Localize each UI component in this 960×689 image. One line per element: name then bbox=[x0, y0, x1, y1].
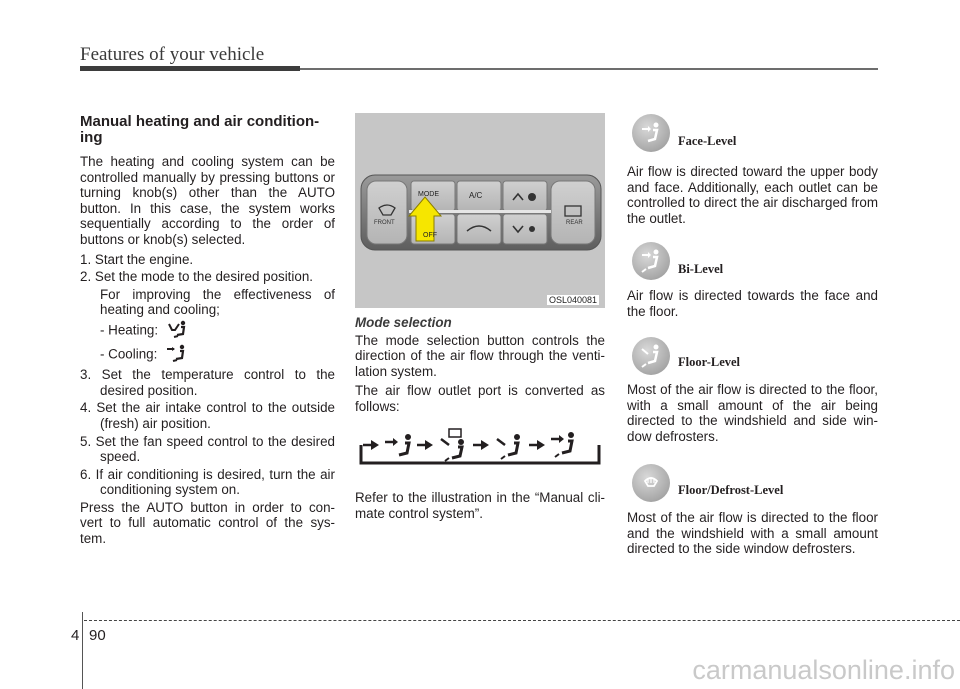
intro-paragraph: The heating and cooling system can be controlled manually by pressing buttons or turning knob(s) other than the AUTO button. In this case, the system works sequentially according to the order of buttons or knob(s) selected. bbox=[80, 154, 335, 247]
cooling-label: - Cooling: bbox=[100, 345, 158, 361]
footer-vertical-rule bbox=[82, 612, 83, 689]
header-rule-dark bbox=[80, 66, 300, 71]
floor-level-icon bbox=[632, 337, 670, 375]
footer-dashed-rule bbox=[84, 620, 960, 621]
step-3: 3. Set the temperature control to the desired position. bbox=[80, 367, 335, 398]
figure-code: OSL040081 bbox=[548, 295, 597, 305]
step-2: 2. Set the mode to the desired position. bbox=[80, 269, 313, 285]
page-header-title: Features of your vehicle bbox=[80, 44, 265, 65]
floor-defrost-level-text: Most of the air flow is directed to the floor and the windshield with a small amount directed to the side window defrosters. bbox=[627, 510, 878, 557]
floor-defrost-level-label: Floor/Defrost-Level bbox=[678, 483, 784, 497]
bi-level-label: Bi-Level bbox=[678, 262, 724, 276]
page-number: 90 bbox=[89, 627, 106, 644]
floor-defrost-level-icon bbox=[441, 429, 464, 461]
control-panel-photo bbox=[355, 113, 605, 308]
face-level-text: Air flow is directed toward the upper body and face. Additionally, each outlet can be controlled to direct the air discharged from the outlet. bbox=[627, 164, 878, 226]
chapter-number: 4 bbox=[71, 627, 80, 644]
mode-selection-para3: Refer to the illustration in the “Manual cli- mate control system”. bbox=[355, 490, 605, 521]
off-button-label: OFF bbox=[423, 232, 437, 239]
mode-selection-heading: Mode selection bbox=[355, 315, 452, 330]
mode-selection-para1: The mode selection button controls the direction of the air flow through the venti- lation system. bbox=[355, 332, 605, 379]
heating-line bbox=[80, 320, 335, 342]
watermark-text: carmanualsonline.info bbox=[692, 655, 955, 685]
ac-button-label: A/C bbox=[469, 191, 483, 200]
closing-paragraph: Press the AUTO button in order to con- vert to full automatic control of the sys- tem. bbox=[80, 499, 335, 547]
rear-button-label: REAR bbox=[566, 220, 583, 226]
mode-button-label: MODE bbox=[418, 191, 439, 198]
mode-selection-para2: The air flow outlet port is converted as follows: bbox=[355, 383, 605, 414]
bi-level-icon bbox=[551, 432, 574, 457]
header-rule bbox=[300, 68, 878, 70]
step-1: 1. Start the engine. bbox=[80, 251, 194, 267]
bi-level-icon bbox=[632, 242, 670, 280]
face-level-label: Face-Level bbox=[678, 134, 737, 148]
step-4: 4. Set the air intake control to the outside (fresh) air position. bbox=[80, 400, 335, 431]
left-column bbox=[80, 114, 335, 549]
step-2-detail: For improving the effectiveness of heating and cooling; bbox=[100, 286, 335, 318]
floor-level-icon bbox=[497, 434, 520, 459]
middle-column bbox=[355, 315, 605, 417]
middle-column-bottom bbox=[355, 490, 605, 523]
floor-level-label: Floor-Level bbox=[678, 355, 741, 369]
section-heading: Manual heating and air condition- ing bbox=[80, 113, 320, 146]
face-level-icon bbox=[385, 434, 411, 455]
face-level-icon bbox=[632, 114, 670, 152]
face-level-icon bbox=[165, 344, 187, 366]
floor-defrost-level-icon bbox=[632, 464, 670, 502]
step-6: 6. If air conditioning is desired, turn the air conditioning system on. bbox=[80, 466, 335, 498]
mode-sequence-diagram bbox=[357, 425, 603, 467]
bi-level-text: Air flow is directed towards the face and the floor. bbox=[627, 288, 878, 319]
floor-level-icon bbox=[166, 320, 188, 342]
cooling-line bbox=[80, 344, 335, 366]
heating-label: - Heating: bbox=[100, 322, 159, 338]
floor-level-text: Most of the air flow is directed to the floor, with a small amount of the air being directed to the windshield and side win- dow defrosters. bbox=[627, 382, 878, 444]
front-button-label: FRONT bbox=[374, 220, 395, 226]
step-5: 5. Set the fan speed control to the desired speed. bbox=[80, 433, 335, 465]
